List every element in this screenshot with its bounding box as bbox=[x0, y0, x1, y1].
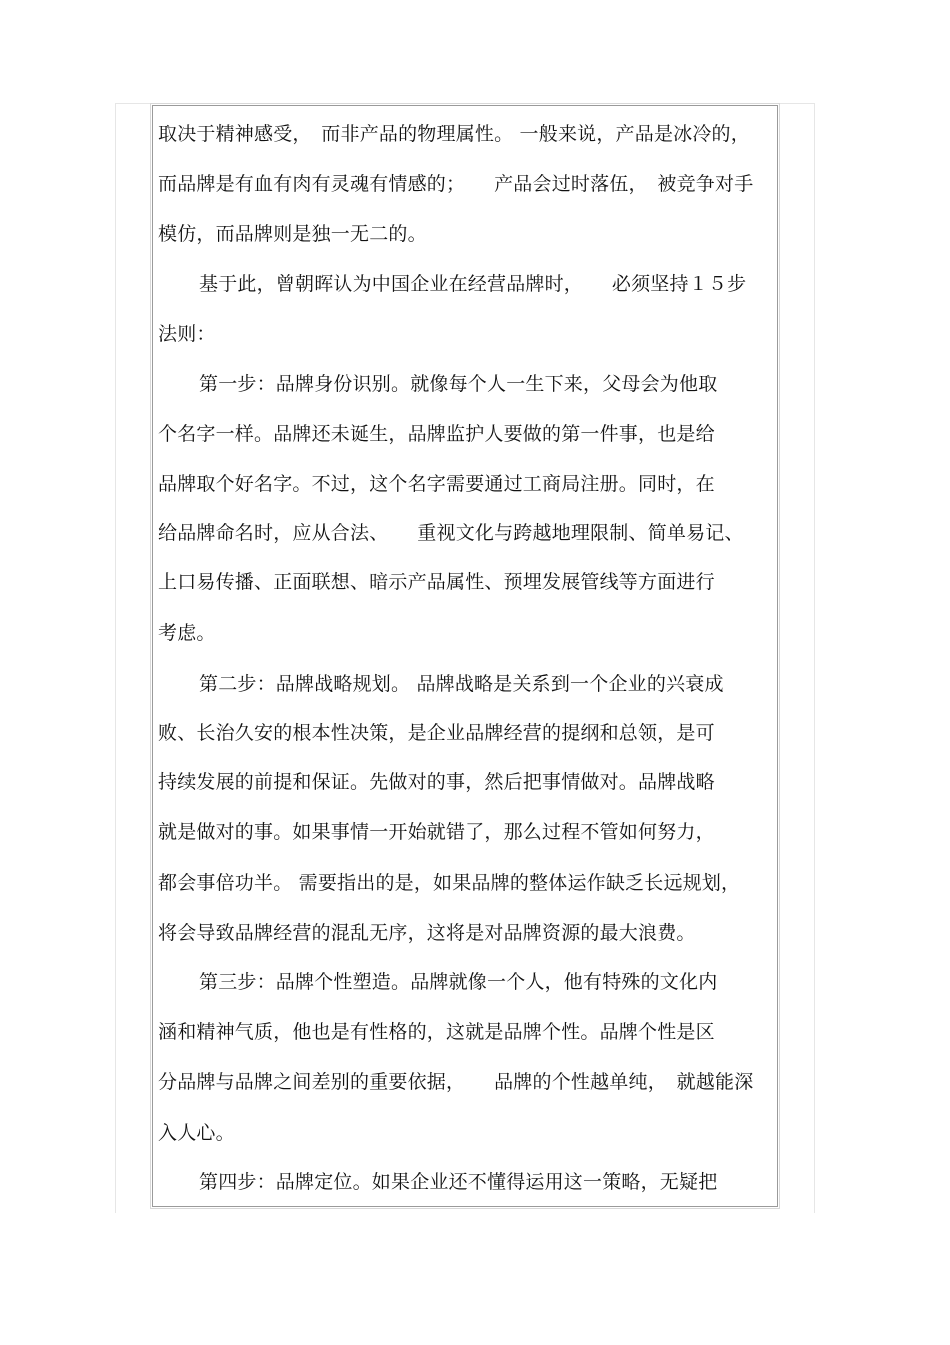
paragraph-start: 第二步：品牌战略规划。 品牌战略是关系到一个企业的兴衰成 bbox=[199, 673, 724, 695]
text-line: 就是做对的事。如果事情一开始就错了，那么过程不管如何努力， bbox=[158, 821, 715, 843]
text-line: 上口易传播、正面联想、暗示产品属性、预埋发展管线等方面进行 bbox=[158, 571, 715, 593]
text-line: 给品牌命名时，应从合法、 重视文化与跨越地理限制、简单易记、 bbox=[158, 522, 744, 544]
text-line: 持续发展的前提和保证。先做对的事，然后把事情做对。品牌战略 bbox=[158, 771, 715, 793]
text-line: 分品牌与品牌之间差别的重要依据， 品牌的个性越单纯， 就越能深 bbox=[158, 1071, 754, 1093]
paragraph-start: 基于此，曾朝晖认为中国企业在经营品牌时， 必须坚持１５步 bbox=[199, 273, 747, 295]
text-line: 入人心。 bbox=[158, 1122, 235, 1144]
paragraph-start: 第四步：品牌定位。如果企业还不懂得运用这一策略，无疑把 bbox=[199, 1171, 718, 1193]
text-line: 将会导致品牌经营的混乱无序，这将是对品牌资源的最大浪费。 bbox=[158, 922, 696, 944]
text-line: 都会事倍功半。 需要指出的是，如果品牌的整体运作缺乏长远规划， bbox=[158, 872, 741, 894]
paragraph-start: 第三步：品牌个性塑造。品牌就像一个人，他有特殊的文化内 bbox=[199, 971, 718, 993]
text-line: 品牌取个好名字。不过，这个名字需要通过工商局注册。同时，在 bbox=[158, 473, 715, 495]
text-line: 模仿，而品牌则是独一无二的。 bbox=[158, 223, 427, 245]
text-line: 个名字一样。品牌还未诞生，品牌监护人要做的第一件事，也是给 bbox=[158, 423, 715, 445]
text-line: 法则： bbox=[158, 323, 216, 345]
text-line: 涵和精神气质，他也是有性格的，这就是品牌个性。品牌个性是区 bbox=[158, 1021, 715, 1043]
text-line: 败、长治久安的根本性决策，是企业品牌经营的提纲和总领，是可 bbox=[158, 722, 715, 744]
text-line: 取决于精神感受， 而非产品的物理属性。 一般来说，产品是冰冷的， bbox=[158, 123, 750, 145]
text-line: 考虑。 bbox=[158, 622, 216, 644]
paragraph-start: 第一步：品牌身份识别。就像每个人一生下来，父母会为他取 bbox=[199, 373, 718, 395]
text-line: 而品牌是有血有肉有灵魂有情感的； 产品会过时落伍， 被竞争对手 bbox=[158, 173, 754, 195]
